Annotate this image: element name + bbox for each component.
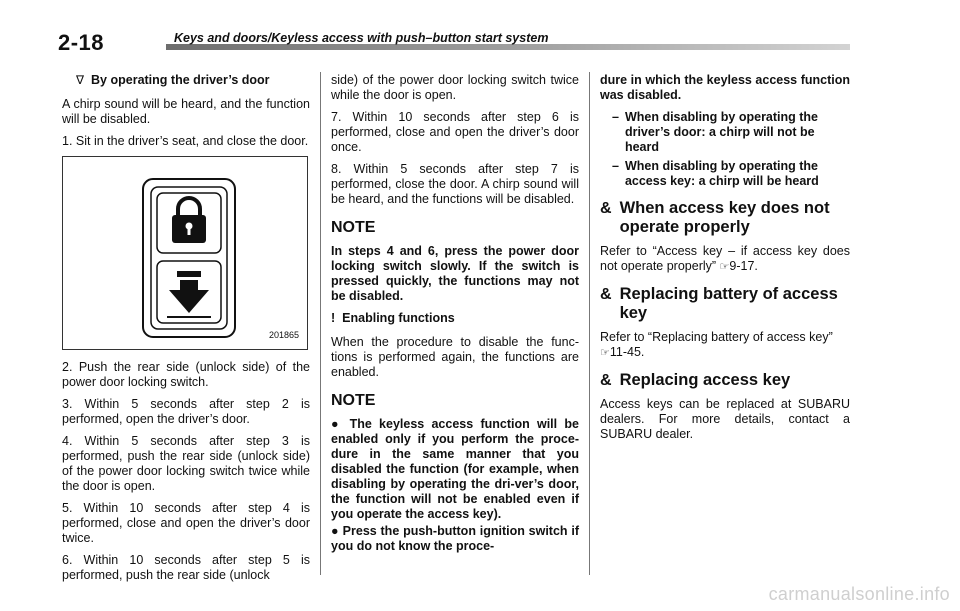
step-2: 2. Push the rear side (unlock side) of the power door locking switch. (62, 360, 310, 389)
dash-item-text: When disabling by operating the access key: a chirp will be heard (624, 159, 819, 188)
step-1: 1. Sit in the driver’s seat, and close the door. (62, 134, 309, 148)
door-lock-switch-illustration (63, 157, 307, 349)
note-text: In steps 4 and 6, press the power door locking switch slowly. If the switch is pressed quickly, the functions may not be disabled. (331, 244, 579, 303)
note-heading: NOTE (331, 392, 376, 409)
page-ref-icon: ☞ (600, 347, 610, 359)
paragraph (600, 244, 850, 275)
page-ref[interactable]: 9-17. (729, 259, 758, 273)
step-5: 5. Within 10 seconds after step 4 is performed, close and open the driver’s door twice. (62, 501, 310, 545)
watermark: carmanualsonline.info (768, 584, 950, 604)
subheading-text: By operating the driver’s door (91, 73, 270, 87)
section-heading-text: When access key does not operate properly (619, 199, 830, 236)
column-divider (320, 72, 321, 575)
triangle-icon: ∇ (76, 73, 85, 87)
note-item-text: Press the push-button ignition switch if you do not know the proce- (331, 524, 579, 553)
bullet-icon: ● (331, 524, 339, 538)
paragraph: side) of the power door locking switch twice while the door is open. (331, 73, 579, 102)
paragraph: A chirp sound will be heard, and the function will be disabled. (62, 97, 310, 126)
page-ref-icon: ☞ (719, 261, 730, 273)
paragraph: dure in which the keyless access function was disabled. (600, 73, 850, 102)
section-mark-icon: & (600, 286, 612, 303)
paragraph: Access keys can be replaced at SUBARU dealers. For more details, contact a SUBARU dealer. (600, 397, 850, 441)
paragraph: When the procedure to disable the func-tions is performed again, the functions are enabled. (331, 335, 579, 379)
section-mark-icon: & (600, 372, 612, 389)
step-7: 7. Within 10 seconds after step 6 is performed, close and open the driver’s door once. (331, 110, 579, 154)
section-heading-text: Replacing battery of access key (619, 285, 838, 322)
section-heading-text: Replacing access key (619, 371, 791, 389)
column-divider (589, 72, 590, 575)
subheading-drivers-door (76, 73, 310, 88)
paragraph (600, 330, 850, 361)
section-heading-replacing-battery (600, 285, 850, 323)
dash-glyph: – (612, 159, 619, 173)
section-mark-icon: & (600, 200, 612, 217)
note-heading: NOTE (331, 219, 376, 236)
dash-item (612, 110, 850, 155)
section-title: Keys and doors/Keyless access with push–button start system (174, 31, 549, 45)
column-middle (331, 73, 579, 561)
lock-switch-figure (62, 156, 308, 350)
figure-label: 201865 (268, 330, 299, 340)
page-header (58, 30, 850, 54)
exclamation-icon: ! (331, 311, 336, 325)
subheading-enabling (331, 311, 579, 326)
subheading-text: Enabling functions (342, 311, 455, 325)
dash-item-text: When disabling by operating the driver’s door: a chirp will not be heard (624, 110, 819, 154)
note-item (331, 417, 579, 522)
note-item (331, 524, 579, 554)
column-left (62, 73, 310, 590)
reference-text: Refer to “Access key – if access key does not operate properly” (600, 244, 850, 273)
step-4: 4. Within 5 seconds after step 3 is performed, push the rear side (unlock side) of the power door locking switch twice while the door is open. (62, 434, 310, 493)
step-8: 8. Within 5 seconds after step 7 is performed, close the door. A chirp sound will be heard, and the functions will be disabled. (331, 162, 579, 206)
bullet-icon: ● (331, 417, 343, 431)
page-ref[interactable]: 11-45. (609, 345, 645, 359)
page-number: 2-18 (58, 30, 105, 55)
section-heading-access-key-not-operating (600, 199, 850, 237)
step-3: 3. Within 5 seconds after step 2 is performed, open the driver’s door. (62, 397, 310, 426)
section-heading-replacing-access-key (600, 371, 850, 390)
column-right (600, 73, 850, 449)
dash-item (612, 159, 850, 189)
reference-text: Refer to “Replacing battery of access key” (600, 330, 833, 344)
step-6: 6. Within 10 seconds after step 5 is performed, push the rear side (unlock (62, 553, 310, 582)
note-item-text: The keyless access function will be enabled only if you perform the proce-dure in the same manner that you disabled the function (for example, when disabling by operating the dri-ver’s door, the function will not be enabled even if you operate the access key). (331, 417, 579, 521)
dash-glyph: – (612, 110, 619, 124)
